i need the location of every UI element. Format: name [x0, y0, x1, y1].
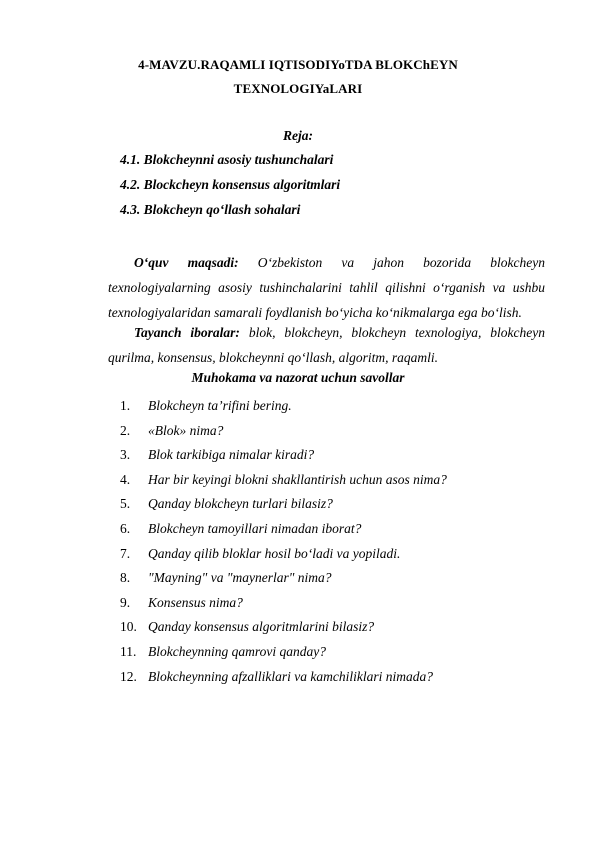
question-number: 9. — [120, 594, 131, 610]
question-item — [120, 665, 540, 690]
question-item — [120, 591, 540, 616]
question-text: Qanday blokcheyn turlari bilasiz? — [148, 496, 333, 512]
question-item — [120, 640, 540, 665]
question-text: Konsensus nima? — [148, 594, 243, 610]
keywords-label: Tayanch iboralar: — [134, 325, 240, 340]
keywords-text: blok, blokcheyn, blokcheyn texnologiya, blokcheyn qurilma, konsensus, blokcheynni qo‘llash, algoritm, raqamli. — [108, 325, 545, 365]
question-item — [120, 468, 540, 493]
question-number: 4. — [120, 471, 131, 487]
document-title-line-1: 4-MAVZU.RAQAMLI IQTISODIYoTDA BLOKChEYN — [138, 57, 458, 72]
question-text: Blokcheyn ta’rifini bering. — [148, 398, 292, 413]
plan-item: 4.2. Blockcheyn konsensus algoritmlari — [120, 177, 341, 192]
learning-goal-label: O‘quv maqsadi: — [134, 255, 239, 270]
questions-list — [120, 394, 540, 689]
question-text: Qanday qilib bloklar hosil bo‘ladi va yopiladi. — [148, 545, 401, 561]
question-text: Qanday konsensus algoritmlarini bilasiz? — [148, 619, 375, 635]
question-text: Blokcheynning afzalliklari va kamchiliklari nimada? — [148, 668, 433, 684]
question-text: Har bir keyingi blokni shakllantirish uchun asos nima? — [148, 471, 447, 487]
question-number: 5. — [120, 496, 131, 512]
question-item — [120, 443, 540, 468]
keywords-paragraph — [108, 320, 545, 370]
question-number: 3. — [120, 447, 131, 463]
question-item — [120, 615, 540, 640]
question-text: Blok tarkibiga nimalar kiradi? — [148, 447, 315, 463]
question-item — [120, 394, 540, 419]
learning-goal-paragraph — [108, 250, 545, 325]
document-title-line-2: TEXNOLOGIYaLARI — [233, 81, 363, 96]
question-item — [120, 492, 540, 517]
question-number: 12. — [120, 668, 137, 684]
question-text: «Blok» nima? — [148, 422, 224, 438]
question-item — [120, 566, 540, 591]
question-item — [120, 419, 540, 444]
learning-goal-text: O‘zbekiston va jahon bozorida blokcheyn texnologiyalarning asosiy tushinchalarini tahlil qilishni o‘rganish va ushbu texnologiyalaridan samarali foydlanish bo‘yicha ko‘nikmalarga ega bo‘lish. — [108, 255, 545, 320]
question-number: 1. — [120, 398, 131, 413]
plan-heading: Reja: — [283, 128, 313, 143]
question-number: 6. — [120, 520, 131, 536]
question-number: 11. — [120, 643, 137, 659]
question-number: 2. — [120, 422, 131, 438]
question-text: Blokcheyn tamoyillari nimadan iborat? — [148, 520, 362, 536]
questions-heading: Muhokama va nazorat uchun savollar — [191, 370, 405, 385]
question-item — [120, 542, 540, 567]
question-text: "Mayning" va "maynerlar" nima? — [148, 570, 332, 586]
question-number: 8. — [120, 570, 131, 586]
question-number: 10. — [120, 619, 137, 635]
plan-item: 4.3. Blokcheyn qo‘llash sohalari — [120, 202, 301, 217]
question-item — [120, 517, 540, 542]
question-number: 7. — [120, 545, 131, 561]
question-text: Blokcheynning qamrovi qanday? — [148, 643, 326, 659]
plan-item: 4.1. Blokcheynni asosiy tushunchalari — [120, 152, 334, 167]
